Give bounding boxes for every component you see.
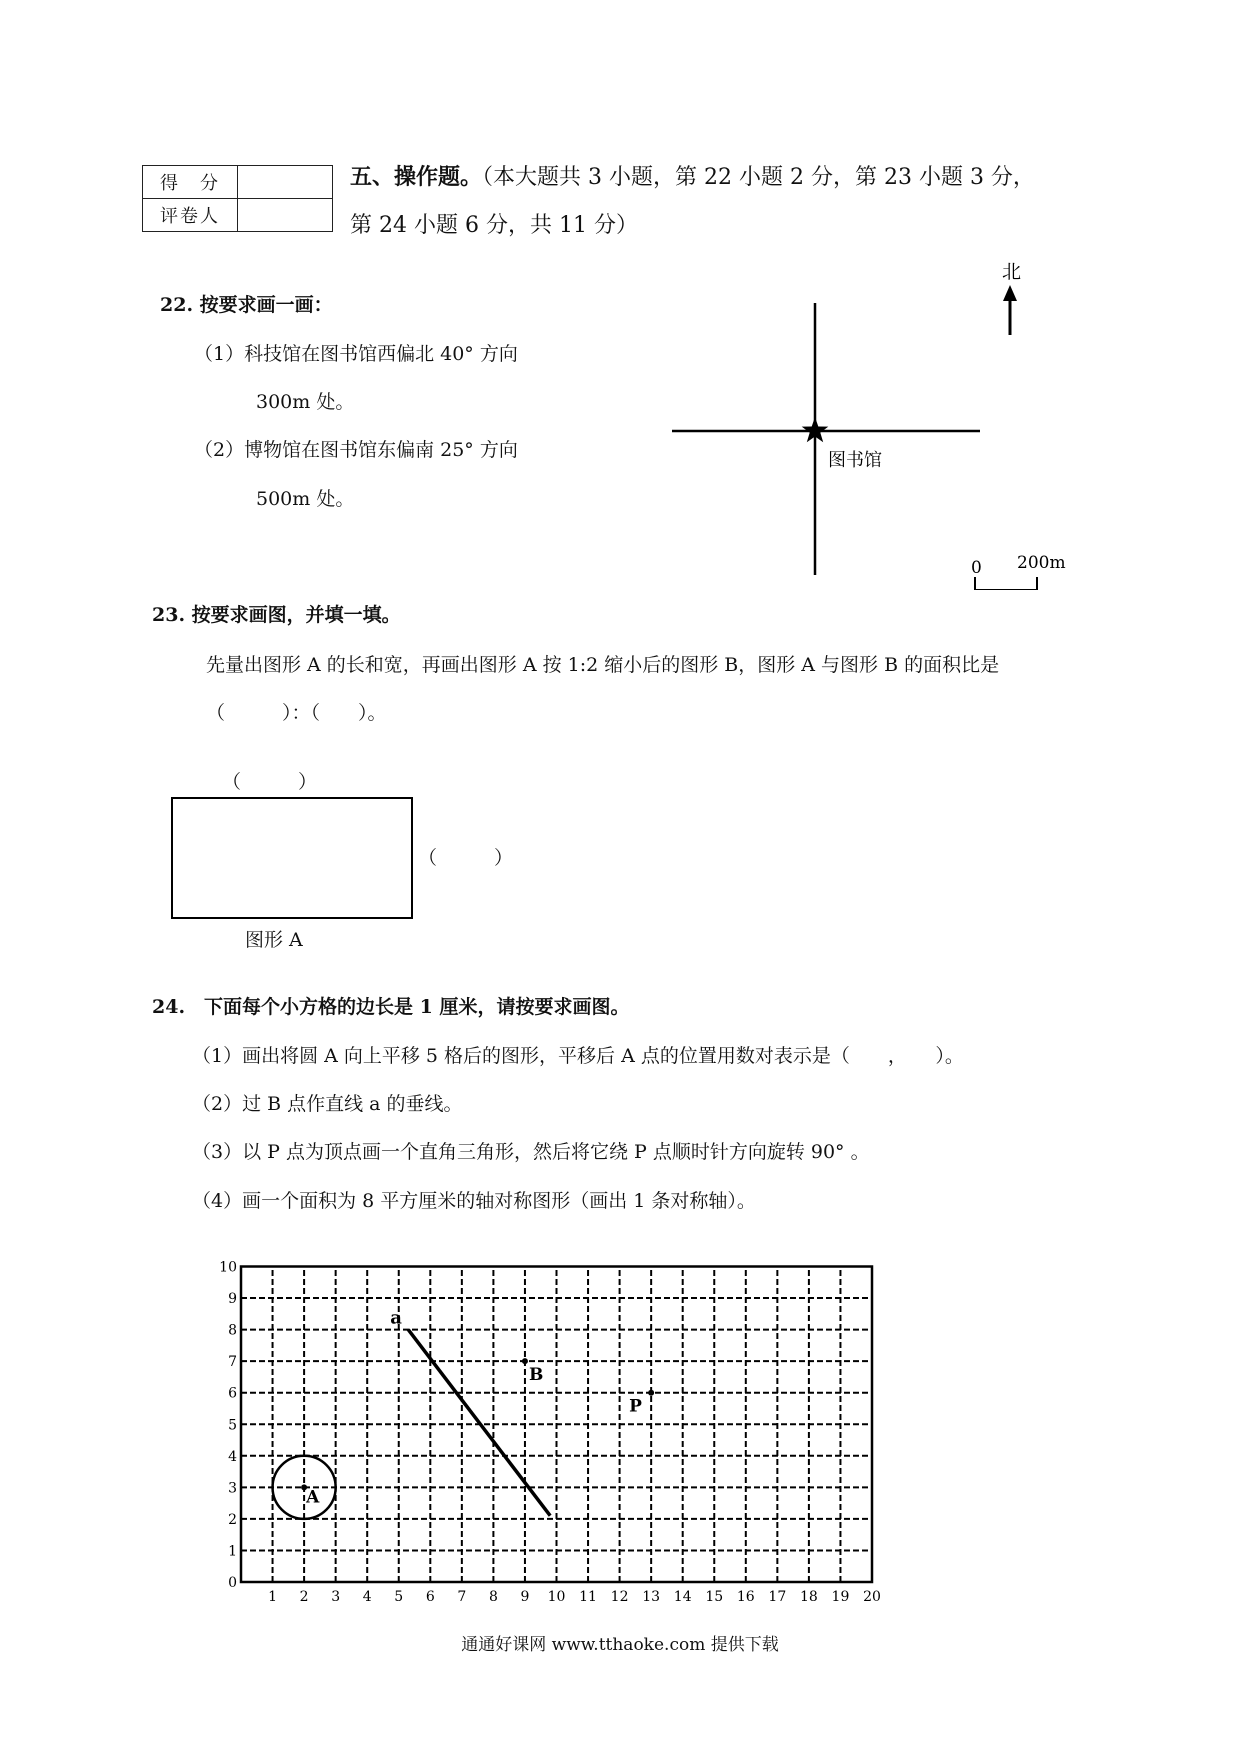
x-tick-label: 13: [642, 1589, 661, 1605]
q22-item1-line2: 300m 处。: [256, 391, 355, 413]
q23-heading: 23. 按要求画图，并填一填。: [152, 604, 401, 626]
section-header: [350, 160, 1035, 191]
y-tick-label: 5: [228, 1417, 237, 1434]
grader-cell[interactable]: [238, 199, 333, 232]
q23-body: 先量出图形 A 的长和宽，再画出图形 A 按 1:2 缩小后的图形 B，图形 A 与图形 B 的面积比是: [206, 654, 1000, 676]
x-tick-label: 5: [394, 1589, 404, 1605]
point-p: [648, 1390, 654, 1396]
x-tick-label: 3: [331, 1589, 341, 1605]
score-label: 得 分: [143, 166, 238, 199]
grid-tick-labels: [219, 1260, 881, 1606]
y-tick-label: 4: [228, 1448, 237, 1465]
q22-heading: 22. 按要求画一画：: [160, 294, 333, 316]
figure-a-top-blank[interactable]: （ ）: [222, 771, 318, 793]
footer: 通通好课网 www.tthaoke.com 提供下载: [461, 1635, 779, 1655]
scale-value-label: 200m: [1017, 553, 1066, 573]
line-a-label: a: [390, 1307, 402, 1329]
x-tick-label: 9: [520, 1589, 530, 1605]
y-tick-label: 1: [228, 1543, 237, 1560]
grid-lines: [241, 1267, 872, 1583]
x-tick-label: 2: [299, 1589, 309, 1605]
x-tick-label: 15: [705, 1589, 724, 1605]
y-tick-label: 8: [228, 1322, 237, 1339]
section-title: 五、操作题。: [350, 164, 483, 190]
x-tick-label: 10: [547, 1589, 566, 1605]
figure-a-rectangle: [171, 797, 413, 919]
point-b: [522, 1358, 528, 1364]
x-tick-label: 14: [673, 1589, 692, 1605]
y-tick-label: 3: [228, 1480, 237, 1497]
x-tick-label: 18: [799, 1589, 818, 1605]
x-tick-label: 19: [831, 1589, 850, 1605]
x-tick-label: 16: [736, 1589, 755, 1605]
library-label: 图书馆: [828, 450, 882, 471]
section-note-1: （本大题共 3 小题，第 22 小题 2 分，第 23 小题 3 分，: [482, 165, 1035, 190]
x-tick-label: 6: [425, 1589, 435, 1605]
q22-item2-line1: （2）博物馆在图书馆东偏南 25° 方向: [194, 439, 518, 461]
x-tick-label: 1: [268, 1589, 278, 1605]
x-tick-label: 7: [457, 1589, 467, 1605]
y-tick-label: 0: [228, 1575, 237, 1591]
x-tick-label: 8: [488, 1589, 498, 1605]
q22-item1-line1: （1）科技馆在图书馆西偏北 40° 方向: [194, 343, 518, 365]
score-cell[interactable]: [238, 166, 333, 199]
point-b-label: B: [528, 1365, 544, 1386]
q23-answer-blank[interactable]: （ ）：（ ）。: [206, 702, 387, 724]
x-tick-label: 11: [579, 1589, 597, 1605]
figure-a-side-blank[interactable]: （ ）: [418, 847, 514, 869]
x-tick-label: 17: [768, 1589, 787, 1605]
north-label: 北: [1002, 261, 1022, 283]
point-p-label: P: [629, 1396, 642, 1417]
y-tick-label: 2: [228, 1511, 237, 1528]
y-tick-label: 10: [219, 1259, 237, 1276]
scale-bar: [975, 577, 1037, 590]
q24-heading: 24. 下面每个小方格的边长是 1 厘米，请按要求画图。: [152, 996, 630, 1018]
section-note-2: 第 24 小题 6 分，共 11 分）: [350, 213, 638, 238]
figure-a-label: 图形 A: [245, 929, 303, 951]
grader-label: 评卷人: [143, 199, 238, 232]
scale-zero-label: 0: [971, 558, 982, 578]
x-tick-label: 12: [610, 1589, 629, 1605]
q22-item2-line2: 500m 处。: [256, 488, 355, 510]
x-tick-label: 20: [863, 1589, 881, 1605]
y-tick-label: 7: [228, 1354, 237, 1371]
library-compass-figure: [660, 255, 1100, 590]
q24-item3: （3）以 P 点为顶点画一个直角三角形，然后将它绕 P 点顺时针方向旋转 90° 。: [192, 1141, 870, 1163]
q24-item4: （4）画一个面积为 8 平方厘米的轴对称图形（画出 1 条对称轴）。: [192, 1190, 756, 1212]
q24-item2: （2）过 B 点作直线 a 的垂线。: [192, 1093, 463, 1115]
coordinate-grid[interactable]: [215, 1220, 965, 1605]
y-tick-label: 6: [228, 1385, 237, 1402]
circle-a-label: A: [306, 1487, 320, 1508]
q24-item1: （1）画出将圆 A 向上平移 5 格后的图形，平移后 A 点的位置用数对表示是（ ， ）。: [192, 1045, 964, 1067]
score-table: [142, 165, 333, 232]
y-tick-label: 9: [228, 1291, 237, 1308]
x-tick-label: 4: [362, 1589, 372, 1605]
north-arrow-icon: [1003, 285, 1017, 301]
